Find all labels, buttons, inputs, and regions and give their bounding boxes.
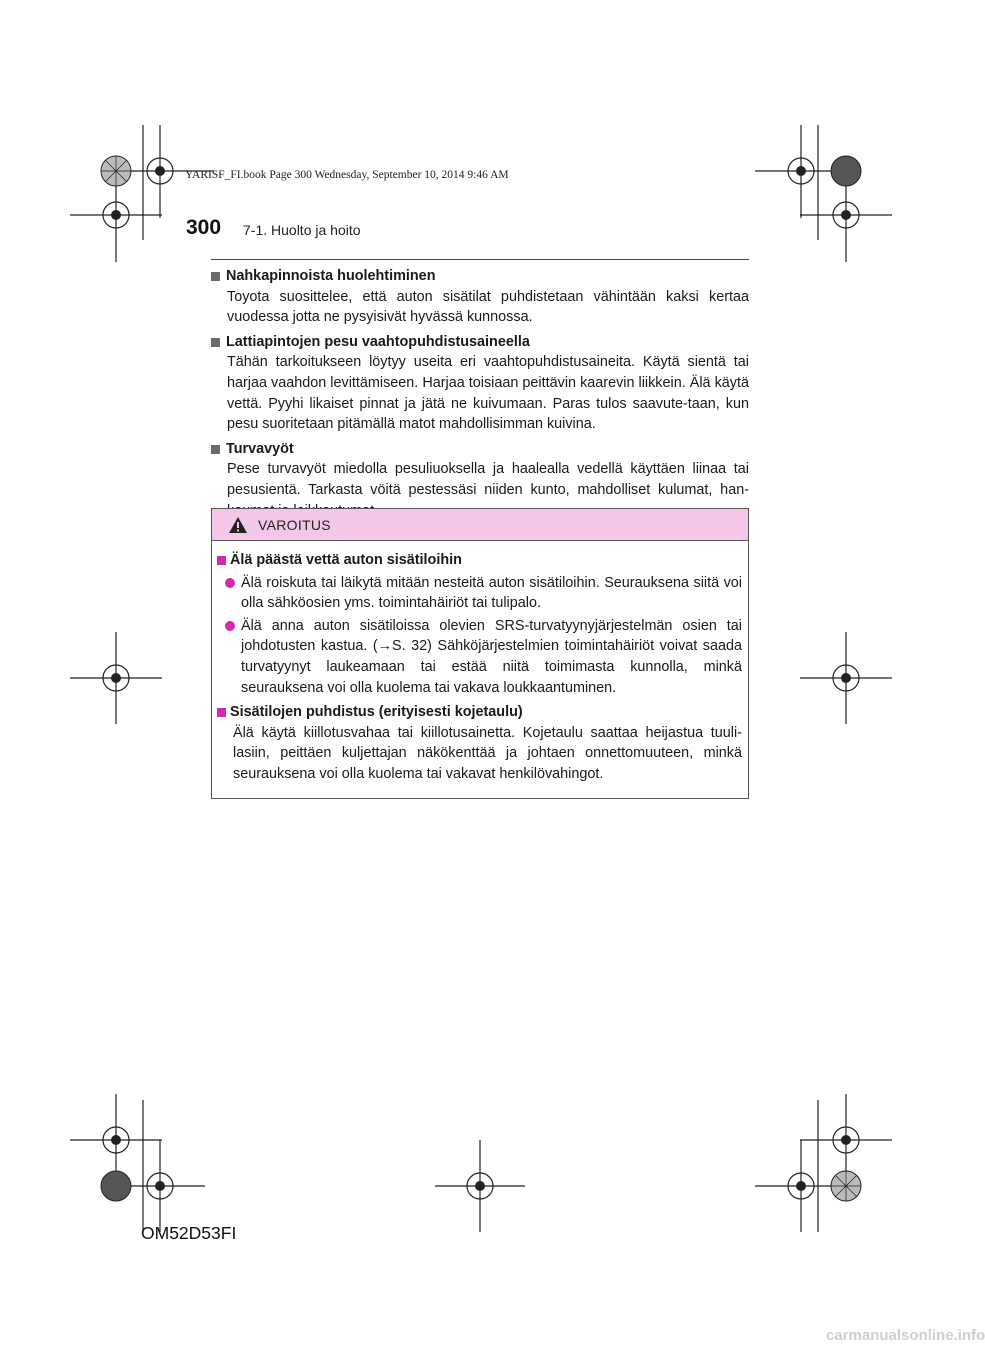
warning-box <box>211 508 749 799</box>
watermark: carmanualsonline.info <box>826 1327 985 1344</box>
square-bullet-icon <box>217 708 226 717</box>
main-content <box>211 266 749 525</box>
round-bullet-icon <box>225 621 235 631</box>
topic-heading: Turvavyöt <box>226 440 294 457</box>
warning-section-body: Älä käytä kiillotusvahaa tai kiillotusainetta. Kojetaulu saattaa heijastua tuuli-lasiin, peittäen kuljettajan näkökenttää ja johtaen onnettomuuteen, minkä seurauksena voi olla kuolema tai vakavat henkilövahingot. <box>233 724 742 782</box>
document-code: OM52D53FI <box>141 1223 237 1243</box>
topic-body: Pese turvavyöt miedolla pesuliuoksella ja haalealla vedellä käyttäen liinaa tai pesusientä. Tarkasta vöitä pestessäsi niiden kunto, mahdolliset kulumat, han- <box>227 461 749 498</box>
page-number: 300 <box>186 216 222 239</box>
square-bullet-icon <box>217 556 226 565</box>
section-title: 7-1. Huolto ja hoito <box>243 222 361 238</box>
round-bullet-icon <box>225 578 235 588</box>
list-item <box>217 616 742 698</box>
topic-body: Toyota suosittelee, että auton sisätilat puhdistetaan vähintään kaksi kertaa vuodessa jotta ne pysyisivät hyvässä kunnossa. <box>227 288 749 326</box>
bullet-text: Älä roiskuta tai läikytä mitään nesteitä auton sisätiloihin. Seurauksena siitä voi olla sähköosien yms. toimintahäiriöt tai tulipalo. <box>241 574 742 612</box>
bullet-text: Älä anna auton sisätiloissa olevien SRS-turvatyynyjärjestelmän osien tai johdotusten kastua. (→S. 32) Sähköjärjestelmien toimintahäiriöt voivat saada turvatyynyt laukeamaan tai estää niitä toimimasta kunnolla, minkä seurauksena voi olla kuolema tai vakava loukkaantuminen. <box>241 617 742 696</box>
file-header: YARISF_FI.book Page 300 Wednesday, September 10, 2014 9:46 AM <box>185 169 509 181</box>
topic-heading: Lattiapintojen pesu vaahtopuhdistusaineella <box>226 333 530 350</box>
topic-body: Tähän tarkoitukseen löytyy useita eri vaahtopuhdistusaineita. Käytä sientä tai harjaa vaahdon levittämiseen. Harjaa toisiaan peittävin kaarevin liikkein. Älä käytä vettä. Pyyhi likaiset pinnat ja jätä ne kuivumaan. Paras tulos saavute-taan, kun pesu suoritetaan pitämällä matot mahdollisimman kuivina. <box>227 354 749 433</box>
warning-header <box>212 509 748 541</box>
topic-leather-care <box>211 266 749 328</box>
square-bullet-icon <box>211 338 220 347</box>
warning-section-heading: Sisätilojen puhdistus (erityisesti kojetaulu) <box>230 704 523 721</box>
warning-section-dashboard <box>217 702 742 784</box>
list-item <box>217 573 742 614</box>
warning-section-heading: Älä päästä vettä auton sisätiloihin <box>230 552 462 568</box>
warning-section-water <box>217 550 742 698</box>
topic-heading: Nahkapinnoista huolehtiminen <box>226 268 436 284</box>
warning-body <box>212 541 748 785</box>
warning-title: VAROITUS <box>258 516 331 533</box>
header-divider <box>211 259 749 260</box>
topic-floor-cleaning <box>211 332 749 435</box>
square-bullet-icon <box>211 272 220 281</box>
warning-triangle-icon <box>228 516 248 534</box>
square-bullet-icon <box>211 445 220 454</box>
